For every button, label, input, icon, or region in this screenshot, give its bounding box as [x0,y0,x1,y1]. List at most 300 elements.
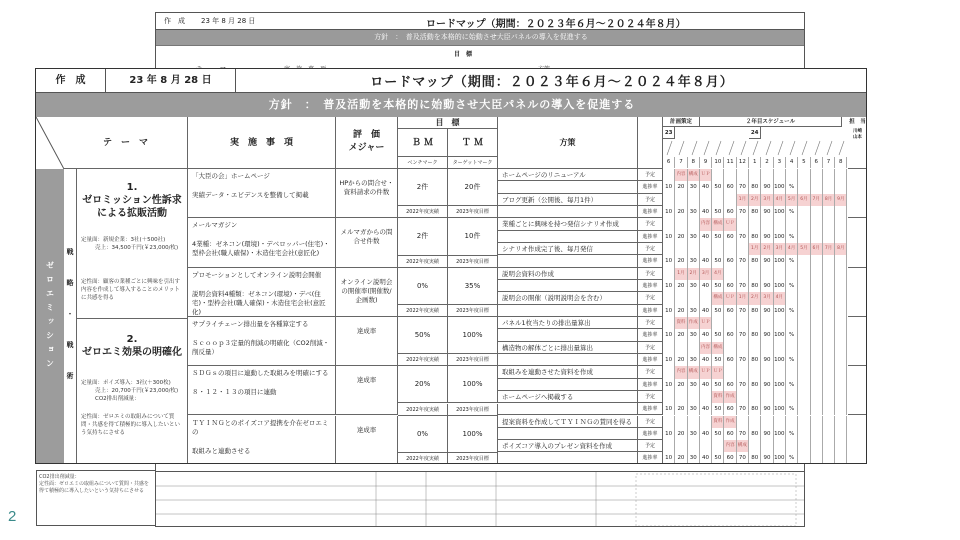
back-title: ロードマップ（期間：２０２３年６月〜２０２４年８月） [426,19,686,30]
plan-spacer [498,255,638,267]
back-note-line: CO2排出削減量： [39,474,80,480]
tm-year: 2023年度目標 [448,206,498,218]
bm-year: 2022年度実績 [398,206,448,218]
schedule-chip: 6月 [811,243,823,255]
progress-value: 50 [712,403,724,415]
progress-value: 100 [774,379,786,391]
progress-row [663,452,847,464]
progress-cell [811,181,823,193]
bm-value: 0% [398,416,448,453]
months-row [663,157,847,169]
measure-cell: 達成率 [336,317,398,366]
progress-value: 30 [688,428,700,440]
progress-cell [823,354,835,366]
progress-value: 100 [774,428,786,440]
plan-schedule-row [663,416,847,428]
schedule-cell [798,366,810,378]
actual-label: 進捗率 [638,379,663,391]
theme-2-cell [77,319,188,464]
month-cell: 12 [737,157,749,168]
schedule-cell [688,194,700,206]
progress-row [663,354,847,366]
strategy-column: 戦 略 ・ 戦 術 [64,169,77,464]
roadmap-sheet [35,68,867,464]
schedule-cell [700,243,712,255]
progress-value: 10 [663,206,675,218]
progress-cell [798,181,810,193]
progress-cell [798,255,810,267]
progress-value: 30 [688,255,700,267]
schedule-cell [774,268,786,280]
plan-spacer [498,206,638,218]
plan-spacer [498,452,638,464]
schedule-cell [663,218,675,230]
schedule-cell [811,268,823,280]
progress-value: 50 [712,280,724,292]
progress-value: 90 [761,255,773,267]
schedule-cell [835,416,847,428]
schedule-chip: 作成 [688,317,700,329]
schedule-chip: 構成 [688,366,700,378]
progress-cell [811,354,823,366]
schedule-chip: ＵＰ [700,317,712,329]
schedule-chip: 内容 [675,169,687,181]
action-secondary: 4業種：ゼネコン(環境)・デベロッパー(住宅)・型枠会社(職人確保)・木造住宅会社(意匠化) [192,240,330,258]
plan-spacer [498,379,638,391]
schedule-cell [712,317,724,329]
schedule-cell [811,366,823,378]
progress-value: 100 [774,354,786,366]
progress-value: % [786,329,798,341]
month-cell: 8 [835,157,847,168]
schedule-cell [786,292,798,304]
schedule-chip: 5月 [798,243,810,255]
schedule-cell [761,317,773,329]
progress-value: 80 [749,206,761,218]
progress-value: 40 [700,354,712,366]
progress-cell [798,403,810,415]
schedule-cell [798,218,810,230]
progress-value: 20 [675,255,687,267]
action-primary: サプライチェーン排出量を各種算定する [192,319,309,328]
schedule-cell [675,218,687,230]
progress-cell [835,354,847,366]
schedule-cell [663,194,675,206]
staff-cell [848,268,867,317]
tm-header: Ｔ Ｍ [448,129,498,157]
schedule-cell [737,268,749,280]
progress-cell [823,329,835,341]
progress-cell [835,206,847,218]
schedule-cell [761,440,773,452]
progress-value: 20 [675,181,687,193]
plan-schedule-row [663,268,847,280]
theme-1-qual: 定性面：顧客の業種ごとに興味を引出す内容を作成して導入することのメリットに共感を得る [81,279,181,301]
progress-cell [798,231,810,243]
plan-label: 予定 [638,391,663,403]
plan-label: 予定 [638,268,663,280]
staff-name: 山本 [853,135,862,140]
progress-value: 40 [700,231,712,243]
progress-value: 100 [774,305,786,317]
schedule-cell [786,218,798,230]
progress-cell [823,379,835,391]
schedule-cell [835,268,847,280]
plan-item: 説明会の開催（説明説明会を含む） [498,292,638,304]
plan-spacer [498,403,638,415]
plan-label: 予定 [638,440,663,452]
action-cell [188,268,336,317]
schedule-cell [663,317,675,329]
schedule-chip: 4月 [774,292,786,304]
schedule-cell [811,391,823,403]
progress-value: 60 [724,206,736,218]
progress-value: 50 [712,379,724,391]
header-diagonal [36,117,64,169]
month-cell: 2 [761,157,773,168]
plan-item: 説明会資料の作成 [498,268,638,280]
progress-value: 90 [761,305,773,317]
progress-row [663,329,847,341]
action-secondary: 実績データ・エビデンスを整備して掲載 [192,191,309,199]
schedule-chip: 7月 [811,194,823,206]
bm-year: 2022年度実績 [398,305,448,317]
schedule-cell [675,292,687,304]
schedule-cell [712,194,724,206]
schedule-cell [823,317,835,329]
actual-label: 進捗率 [638,231,663,243]
progress-value: 60 [724,329,736,341]
schedule-cell [724,243,736,255]
theme-2-co2: CO2排出削減量： [95,396,140,402]
measure-cell: HPからの問合せ・資料請求の件数 [336,169,398,218]
progress-value: 50 [712,181,724,193]
progress-value: 60 [724,231,736,243]
progress-value: 60 [724,255,736,267]
tm-value: 20件 [448,169,498,206]
schedule-cell [761,268,773,280]
progress-cell [798,280,810,292]
schedule-cell [798,169,810,181]
progress-value: 100 [774,206,786,218]
progress-value: % [786,181,798,193]
plan-schedule-row [663,218,847,230]
progress-value: 70 [737,329,749,341]
back-note-line-2: 定性面：ゼロエミの取組みについて質問・共感を得て積極的に導入したいという気持ちにさせる [39,481,149,494]
progress-value: 50 [712,329,724,341]
month-cell: 5 [798,157,810,168]
progress-value: 100 [774,255,786,267]
progress-value: 30 [688,280,700,292]
schedule-cell [798,440,810,452]
progress-value: 70 [737,305,749,317]
schedule-chip: 資料 [712,416,724,428]
progress-row [663,181,847,193]
progress-value: 40 [700,428,712,440]
tm-value: 10件 [448,218,498,255]
progress-value: 70 [737,452,749,464]
page-title: ロードマップ（期間：２０２３年６月〜２０２４年８月） [370,75,734,90]
schedule-cell [737,169,749,181]
progress-value: 80 [749,231,761,243]
month-slashes [663,139,848,157]
schedule-cell [811,218,823,230]
schedule-cell [675,243,687,255]
plan-spacer [498,305,638,317]
plan-spacer [498,231,638,243]
schedule-cell [823,416,835,428]
progress-cell [823,206,835,218]
progress-value: 40 [700,280,712,292]
schedule-cell [761,391,773,403]
plan-label: 予定 [638,317,663,329]
schedule-cell [688,243,700,255]
plan-schedule-row [663,366,847,378]
schedule-cell [749,416,761,428]
progress-value: 10 [663,280,675,292]
schedule-cell [749,317,761,329]
progress-cell [835,255,847,267]
plan-item: ポイズコア導入のプレゼン資料を作成 [498,440,638,452]
schedule-cell [774,366,786,378]
month-cell: 9 [700,157,712,168]
schedule-cell [798,317,810,329]
actual-label: 進捗率 [638,354,663,366]
theme-1-cell [77,169,188,319]
schedule-chip: 5月 [786,194,798,206]
progress-cell [835,329,847,341]
schedule-chip: 内容 [724,440,736,452]
schedule-cell [663,342,675,354]
action-secondary: 取組みと連動させる [192,446,251,455]
progress-cell [811,452,823,464]
schedule-chip: 資料 [712,391,724,403]
month-cell: 3 [774,157,786,168]
schedule-cell [835,169,847,181]
schedule-cell [724,268,736,280]
schedule-cell [798,416,810,428]
schedule-cell [724,342,736,354]
action-secondary: Ｓｃｏｏｐ３定量的削減の明確化（CO2削減・削反量） [192,338,330,356]
bm-header: Ｂ Ｍ [398,129,448,157]
progress-value: 30 [688,181,700,193]
bm-year: 2022年度実績 [398,256,448,268]
progress-value: 80 [749,354,761,366]
progress-value: % [786,379,798,391]
schedule-chip: 構成 [737,440,749,452]
schedule-cell [749,440,761,452]
theme-2-qual: 定性面：ゼロエミの取組みについて質問・共感を得て積極的に導入したいという気持ちにさせる [81,414,181,436]
plan-item: ホームページへ掲載する [498,391,638,403]
schedule-chip: 2月 [749,194,761,206]
progress-value: 60 [724,305,736,317]
progress-value: 30 [688,354,700,366]
schedule-cell [663,440,675,452]
schedule-chip: 2月 [761,243,773,255]
progress-value: 80 [749,379,761,391]
progress-value: 20 [675,305,687,317]
schedule-chip: 作成 [724,391,736,403]
progress-value: 20 [675,206,687,218]
progress-cell [798,452,810,464]
progress-value: 10 [663,379,675,391]
progress-cell [798,379,810,391]
action-primary: 「大臣の会」ホームページ [192,172,270,180]
schedule-chip: 1月 [675,268,687,280]
progress-cell [835,452,847,464]
plan-spacer [498,428,638,440]
progress-value: 80 [749,403,761,415]
schedule-cell [675,440,687,452]
year-24: 24 [749,127,761,139]
schedule-chip: 9月 [835,194,847,206]
schedule-cell [675,416,687,428]
slide-number: 2 [8,508,17,525]
month-cell: 10 [712,157,724,168]
progress-value: 40 [700,181,712,193]
progress-value: 50 [712,354,724,366]
schedule-cell [774,416,786,428]
progress-value: 100 [774,452,786,464]
progress-value: 60 [724,403,736,415]
schedule-cell [798,391,810,403]
schedule-cell [835,292,847,304]
month-cell: 6 [663,157,675,168]
progress-value: 70 [737,379,749,391]
schedule-cell [663,292,675,304]
progress-value: 90 [761,231,773,243]
schedule-cell [786,169,798,181]
progress-row [663,379,847,391]
progress-cell [798,305,810,317]
tm-year: 2023年度目標 [448,305,498,317]
progress-value: 20 [675,280,687,292]
plan-spacer [498,280,638,292]
plan-label: 予定 [638,218,663,230]
header-row [36,69,867,93]
progress-cell [811,379,823,391]
progress-cell [835,231,847,243]
progress-value: 90 [761,379,773,391]
schedule-cell [663,169,675,181]
bm-value: 2件 [398,218,448,255]
progress-value: 40 [700,403,712,415]
progress-value: 90 [761,181,773,193]
schedule-cell [700,292,712,304]
actual-label: 進捗率 [638,305,663,317]
progress-value: 10 [663,329,675,341]
bm-value: 0% [398,268,448,305]
schedule-cell [688,416,700,428]
schedule-chip: 内容 [675,366,687,378]
progress-value: 70 [737,280,749,292]
schedule-chip: ＵＰ [724,292,736,304]
schedule-cell [761,416,773,428]
progress-value: 70 [737,255,749,267]
plan-schedule-row [663,342,847,354]
progress-value: 80 [749,329,761,341]
schedule-cell [823,391,835,403]
plan-item: 構造物の解体ごとに排出量算出 [498,342,638,354]
plan-schedule-row [663,169,847,181]
schedule-cell [774,169,786,181]
schedule-cell [737,218,749,230]
schedule-chip: 構成 [688,169,700,181]
progress-cell [823,255,835,267]
schedule-cell [737,243,749,255]
schedule-cell [823,218,835,230]
created-label: 作 成 [36,69,106,93]
month-cell: 4 [786,157,798,168]
staff-name: 川崎 [853,129,862,134]
back-goal-label: 目 標 [454,51,473,58]
actual-label: 進捗率 [638,329,663,341]
progress-value: 80 [749,305,761,317]
measure-cell: 達成率 [336,416,398,465]
month-cell: 6 [811,157,823,168]
back-bottom-grid [156,472,805,527]
progress-value: 30 [688,305,700,317]
schedule-cell [663,391,675,403]
progress-cell [823,452,835,464]
actual-label: 進捗率 [638,280,663,292]
schedule-cell [737,317,749,329]
progress-value: 40 [700,452,712,464]
schedule-cell [700,391,712,403]
schedule-cell [737,342,749,354]
schedule-cell [663,268,675,280]
goal-header: 目 標 [398,117,498,129]
theme-header: テ ー マ [64,117,188,169]
schedule-chip: 1月 [749,243,761,255]
action-cell [188,317,336,366]
theme-2-quant: 定量面：ポイズ導入：3社(＋300枚) [81,380,171,386]
plan-schedule-row [663,243,847,255]
schedule-cell [786,440,798,452]
progress-value: 70 [737,354,749,366]
staff-cell [848,169,867,218]
schedule-cell [823,366,835,378]
schedule-cell [749,218,761,230]
schedule-chip: 1月 [737,194,749,206]
actual-label: 進捗率 [638,255,663,267]
schedule-chip: 構成 [712,218,724,230]
progress-value: 100 [774,231,786,243]
plan-schedule-row [663,440,847,452]
progress-value: % [786,255,798,267]
action-secondary: 説明会資料4種類：ゼネコン(環境)・デベ(住宅)・型枠会社(職人確保)・木造住宅会社(意匠化) [192,289,326,316]
schedule-chip: 4月 [786,243,798,255]
staff-cell [848,416,867,465]
schedule-cell [811,317,823,329]
progress-value: 20 [675,379,687,391]
schedule-cell [663,243,675,255]
progress-value: 40 [700,305,712,317]
staff-cell [848,366,867,415]
progress-value: 40 [700,206,712,218]
schedule-cell [737,366,749,378]
plan-item: 提案資料を作成してＴＹＩＮＧの賛同を得る [498,416,638,428]
action-cell [188,416,336,465]
progress-value: 30 [688,452,700,464]
progress-value: % [786,305,798,317]
schedule-cell [835,366,847,378]
schedule-cell [688,292,700,304]
schedule-cell [786,391,798,403]
plan-label: 予定 [638,342,663,354]
bm-value: 50% [398,317,448,354]
schedule-cell [835,218,847,230]
